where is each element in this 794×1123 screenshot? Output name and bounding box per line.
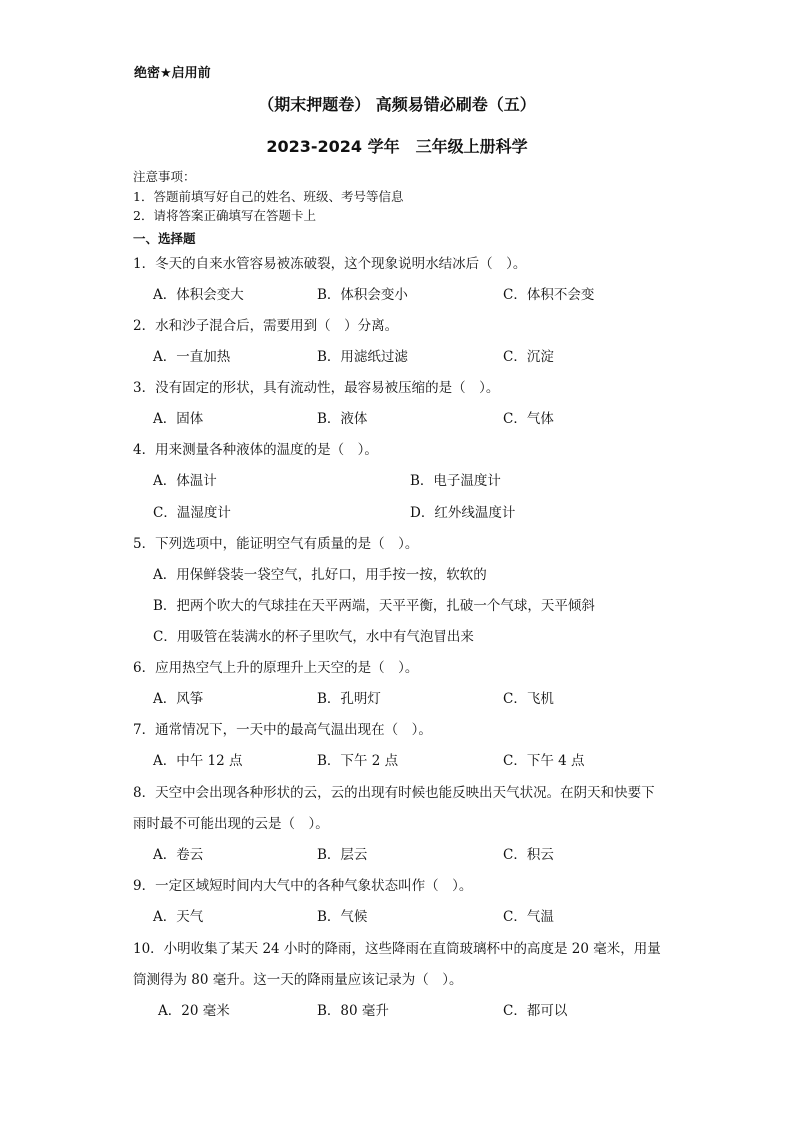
- option-3c[interactable]: C．气体: [503, 411, 554, 427]
- option-5a[interactable]: A．用保鲜袋装一袋空气，扎好口，用手按一按，软软的: [153, 567, 487, 583]
- option-4b[interactable]: B．电子温度计: [410, 473, 501, 489]
- option-6c[interactable]: C．飞机: [503, 691, 554, 707]
- option-7a[interactable]: A．中午 12 点: [153, 753, 243, 769]
- option-5c[interactable]: C．用吸管在装满水的杯子里吹气，水中有气泡冒出来: [153, 629, 474, 645]
- option-10b[interactable]: B．80 毫升: [317, 1003, 389, 1019]
- option-2c[interactable]: C．沉淀: [503, 349, 554, 365]
- option-10a[interactable]: A．20 毫米: [158, 1003, 230, 1019]
- option-2a[interactable]: A．一直加热: [153, 349, 231, 365]
- option-2b[interactable]: B．用滤纸过滤: [317, 349, 408, 365]
- option-3a[interactable]: A．固体: [153, 411, 204, 427]
- question-9: 9．一定区域短时间内大气中的各种气象状态叫作（ ）。: [133, 878, 473, 894]
- option-5b[interactable]: B．把两个吹大的气球挂在天平两端，天平平衡，扎破一个气球，天平倾斜: [153, 598, 595, 614]
- option-8a[interactable]: A．卷云: [153, 847, 204, 863]
- section-heading: 一、选择题: [133, 231, 196, 246]
- option-8b[interactable]: B．层云: [317, 847, 368, 863]
- question-2: 2．水和沙子混合后，需要用到（ ）分离。: [133, 318, 399, 334]
- option-7b[interactable]: B．下午 2 点: [317, 753, 399, 769]
- option-9b[interactable]: B．气候: [317, 909, 368, 925]
- notes-block: [133, 167, 403, 226]
- notes-item: 2．请将答案正确填写在答题卡上: [133, 208, 316, 223]
- question-1: 1．冬天的自来水管容易被冻破裂，这个现象说明水结冰后（ ）。: [133, 256, 527, 272]
- option-1c[interactable]: C．体积不会变: [503, 287, 595, 303]
- question-8: 8．天空中会出现各种形状的云，云的出现有时候也能反映出天气状况。在阴天和快要下雨时最不可能出现的云是（ ）。: [133, 785, 655, 832]
- option-6a[interactable]: A．风筝: [153, 691, 204, 707]
- question-3: 3．没有固定的形状，具有流动性，最容易被压缩的是（ ）。: [133, 380, 500, 396]
- question-6: 6．应用热空气上升的原理升上天空的是（ ）。: [133, 660, 419, 676]
- option-1a[interactable]: A．体积会变大: [153, 287, 244, 303]
- confidential-label: 绝密★启用前: [134, 66, 211, 81]
- option-4c[interactable]: C．温湿度计: [153, 505, 231, 521]
- question-5: 5．下列选项中，能证明空气有质量的是（ ）。: [133, 536, 419, 552]
- option-4d[interactable]: D．红外线温度计: [410, 505, 516, 521]
- question-4: 4．用来测量各种液体的温度的是（ ）。: [133, 442, 378, 458]
- question-7: 7．通常情况下，一天中的最高气温出现在（ ）。: [133, 722, 432, 738]
- option-7c[interactable]: C．下午 4 点: [503, 753, 585, 769]
- option-6b[interactable]: B．孔明灯: [317, 691, 381, 707]
- option-10c[interactable]: C．都可以: [503, 1003, 568, 1019]
- exam-title: （期末押题卷） 高频易错必刷卷（五）: [258, 95, 536, 114]
- option-9a[interactable]: A．天气: [153, 909, 204, 925]
- option-9c[interactable]: C．气温: [503, 909, 554, 925]
- question-10: 10．小明收集了某天 24 小时的降雨，这些降雨在直筒玻璃杯中的高度是 20 毫米，用量筒测得为 80 毫升。这一天的降雨量应该记录为（ ）。: [133, 941, 661, 988]
- exam-subtitle: 2023-2024 学年 三年级上册科学: [266, 137, 528, 156]
- option-1b[interactable]: B．体积会变小: [317, 287, 408, 303]
- option-4a[interactable]: A．体温计: [153, 473, 217, 489]
- option-8c[interactable]: C．积云: [503, 847, 554, 863]
- option-3b[interactable]: B．液体: [317, 411, 368, 427]
- notes-heading: 注意事项：: [133, 169, 196, 184]
- notes-item: 1．答题前填写好自己的姓名、班级、考号等信息: [133, 188, 404, 204]
